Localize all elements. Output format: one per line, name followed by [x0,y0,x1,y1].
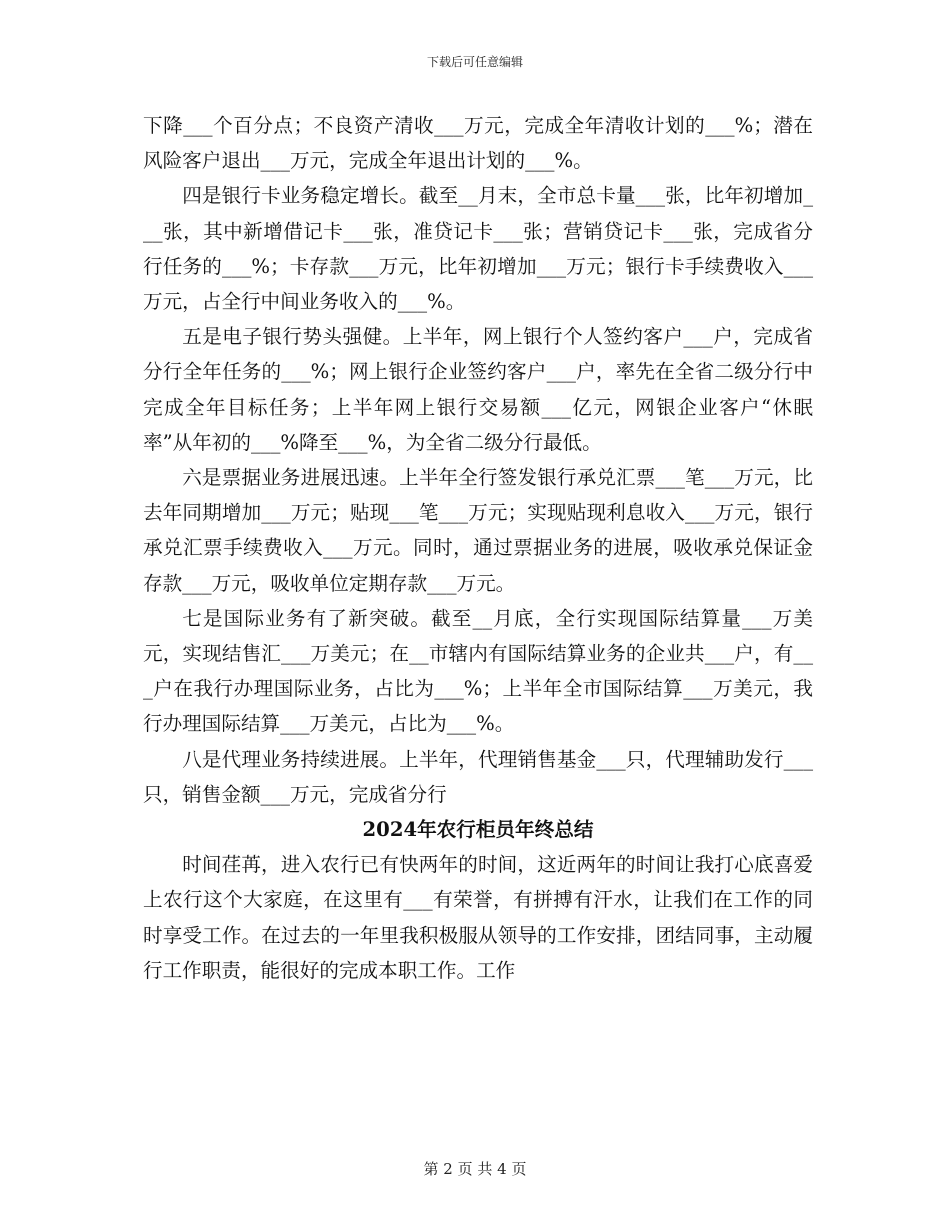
section-title: 2024年农行柜员年终总结 [362,818,594,842]
paragraph-continued: 下降___个百分点；不良资产清收___万元，完成全年清收计划的___%；潜在风险客户退出___万元，完成全年退出计划的___%。 [143,114,813,173]
document-body [143,108,813,988]
page-header: 下载后可任意编辑 [426,55,523,69]
paragraph-e-banking: 五是电子银行势头强健。上半年，网上银行个人签约客户___户，完成省分行全年任务的___%；网上银行企业签约客户___户，率先在全省二级分行中完成全年目标任务；上半年网上银行交易额___亿元，网银企业客户“休眠率”从年初的___%降至___%，为全省二级分行最低。 [143,325,813,454]
paragraph-international: 七是国际业务有了新突破。截至__月底，全行实现国际结算量___万美元，实现结售汇___万美元；在__市辖内有国际结算业务的企业共___户，有___户在我行办理国际业务，占比为___%；上半年全市国际结算___万美元，我行办理国际结算___万美元，占比为___%。 [143,606,813,736]
paragraph-bank-card: 四是银行卡业务稳定增长。截至__月末，全市总卡量___张，比年初增加___张，其中新增借记卡___张，准贷记卡___张；营销贷记卡___张，完成省分行任务的___%；卡存款___万元，比年初增加___万元；银行卡手续费收入___万元，占全行中间业务收入的___%。 [143,184,813,314]
paragraph-bills: 六是票据业务进展迅速。上半年全行签发银行承兑汇票___笔___万元，比去年同期增加___万元；贴现___笔___万元；实现贴现利息收入___万元，银行承兑汇票手续费收入___万元。同时，通过票据业务的进展，吸收承兑保证金存款___万元，吸收单位定期存款___万元。 [143,466,813,595]
paragraph-summary-intro: 时间荏苒，进入农行已有快两年的时间，这近两年的时间让我打心底喜爱上农行这个大家庭，在这里有___有荣誉，有拼搏有汗水，让我们在工作的同时享受工作。在过去的一年里我积极服从领导的工作安排，团结同事，主动履行工作职责，能很好的完成本职工作。工作 [143,853,813,982]
paragraph-agency: 八是代理业务持续进展。上半年，代理销售基金___只，代理辅助发行___只，销售金额___万元，完成省分行 [143,747,813,806]
page-number: 第 2 页 共 4 页 [423,1160,527,1178]
